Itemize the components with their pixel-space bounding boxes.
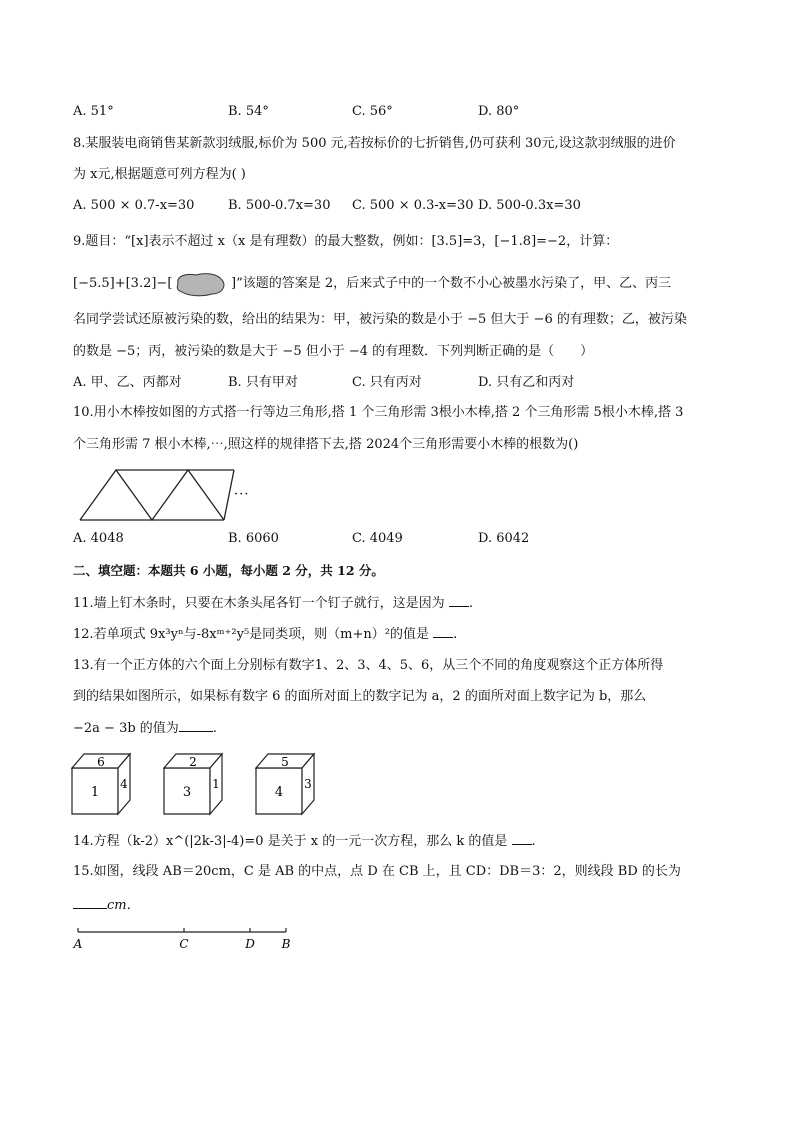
point-label-a: A (73, 937, 83, 951)
q12-stem: 12.若单项式 9x³yⁿ与-8xᵐ⁺²y⁵是同类项，则（m+n）²的值是 . (73, 627, 458, 642)
q8-option-d: D. 500-0.3x=30 (478, 198, 581, 213)
cube-3-side: 3 (304, 777, 312, 791)
q13-stem-line2: 到的结果如图所示，如果标有数字 6 的面所对面上的数字记为 a，2 的面所对面上数字记为 b，那么 (73, 689, 647, 704)
q9-stem-line2-b: ]”该题的答案是 2，后来式子中的一个数不小心被墨水污染了，甲、乙、丙三 (231, 276, 672, 291)
q11-text: 11.墙上钉木条时，只要在木条头尾各钉一个钉子就行，这是因为 (73, 596, 445, 611)
q12-text: 12.若单项式 9x³yⁿ与-8xᵐ⁺²y⁵是同类项，则（m+n）²的值是 (73, 627, 429, 642)
q11-answer-blank[interactable] (449, 594, 469, 607)
cube-2-side: 1 (212, 777, 220, 791)
q7-option-a: A. 51° (73, 104, 114, 119)
cube-2-front: 3 (182, 785, 192, 800)
q12-answer-blank[interactable] (433, 625, 453, 638)
cubes-figure (70, 752, 350, 818)
q9-stem-line4: 的数是 −5；丙，被污染的数是大于 −5 但小于 −4 的有理数．下列判断正确的是（ ） (73, 344, 594, 359)
cube-3 (256, 754, 314, 814)
point-label-b: B (281, 937, 291, 951)
q8-stem-line1: 8.某服装电商销售某新款羽绒服,标价为 500 元,若按标价的七折销售,仍可获利 30元,设这款羽绒服的进价 (73, 136, 676, 151)
cube-1-top: 6 (97, 755, 105, 769)
q10-stem-line2: 个三角形需 7 根小木棒,⋯,照这样的规律搭下去,搭 2024个三角形需要小木棒的根数为() (73, 437, 579, 452)
cube-1 (72, 754, 130, 814)
q9-stem-line2-a: [−5.5]+[3.2]−[ (73, 276, 173, 291)
q15-answer-blank[interactable] (73, 896, 107, 909)
q7-option-c: C. 56° (352, 104, 393, 119)
q9-option-c: C. 只有丙对 (352, 375, 422, 390)
q8-option-c: C. 500 × 0.3-x=30 (352, 198, 474, 213)
ink-blot-image (172, 270, 228, 298)
q13-expression: −2a − 3b 的值为 (73, 721, 179, 736)
q7-option-b: B. 54° (228, 104, 269, 119)
q10-option-a: A. 4048 (73, 531, 124, 546)
q13-stem-line3: −2a − 3b 的值为 . (73, 721, 217, 736)
q10-option-b: B. 6060 (228, 531, 279, 546)
q15-stem-line2 (73, 896, 140, 915)
q8-option-b: B. 500-0.7x=30 (228, 198, 331, 213)
segment-figure (72, 924, 300, 954)
cube-3-top: 5 (281, 755, 289, 769)
q14-text: 14.方程（k-2）x^(|2k-3|-4)=0 是关于 x 的一元一次方程，那么 k 的值是 (73, 834, 508, 849)
point-label-d: D (245, 937, 255, 951)
q15-unit: cm． (107, 898, 140, 913)
point-label-c: C (179, 937, 189, 951)
q13-answer-blank[interactable] (179, 719, 213, 732)
q10-option-c: C. 4049 (352, 531, 403, 546)
cube-3-front: 4 (274, 785, 284, 800)
q15-stem-line1: 15.如图，线段 AB＝20cm，C 是 AB 的中点，点 D 在 CB 上，且 CD：DB＝3：2，则线段 BD 的长为 (73, 864, 681, 879)
q11-stem: 11.墙上钉木条时，只要在木条头尾各钉一个钉子就行，这是因为 . (73, 596, 473, 611)
cube-2-top: 2 (189, 755, 197, 769)
q9-option-b: B. 只有甲对 (228, 375, 298, 390)
q9-option-d: D. 只有乙和丙对 (478, 375, 575, 390)
figure-ellipsis: ··· (234, 487, 250, 502)
q8-option-a: A. 500 × 0.7-x=30 (73, 198, 195, 213)
q7-option-d: D. 80° (478, 104, 520, 119)
triangles-figure (78, 466, 238, 524)
q10-stem-line1: 10.用小木棒按如图的方式搭一行等边三角形,搭 1 个三角形需 3根小木棒,搭 2 个三角形需 5根小木棒,搭 3 (73, 405, 684, 420)
cube-1-side: 4 (120, 777, 128, 791)
q9-option-a: A. 甲、乙、丙都对 (73, 375, 182, 390)
q14-answer-blank[interactable] (512, 832, 532, 845)
section-heading-fill-in: 二、填空题：本题共 6 小题，每小题 2 分，共 12 分。 (73, 563, 384, 578)
q9-stem-line3: 名同学尝试还原被污染的数，给出的结果为：甲，被污染的数是小于 −5 但大于 −6 的有理数；乙，被污染 (73, 312, 687, 327)
q13-stem-line1: 13.有一个正方体的六个面上分别标有数字1、2、3、4、5、6，从三个不同的角度观察这个正方体所得 (73, 658, 664, 673)
q10-option-d: D. 6042 (478, 531, 530, 546)
q9-stem-line1: 9.题目：“[x]表示不超过 x（x 是有理数）的最大整数，例如：[3.5]=3，[−1.8]=−2，计算： (73, 234, 619, 249)
q8-stem-line2: 为 x元,根据题意可列方程为( ) (73, 167, 246, 182)
q14-stem: 14.方程（k-2）x^(|2k-3|-4)=0 是关于 x 的一元一次方程，那么 k 的值是 . (73, 834, 536, 849)
cube-2 (164, 754, 222, 814)
cube-1-front: 1 (90, 785, 100, 800)
